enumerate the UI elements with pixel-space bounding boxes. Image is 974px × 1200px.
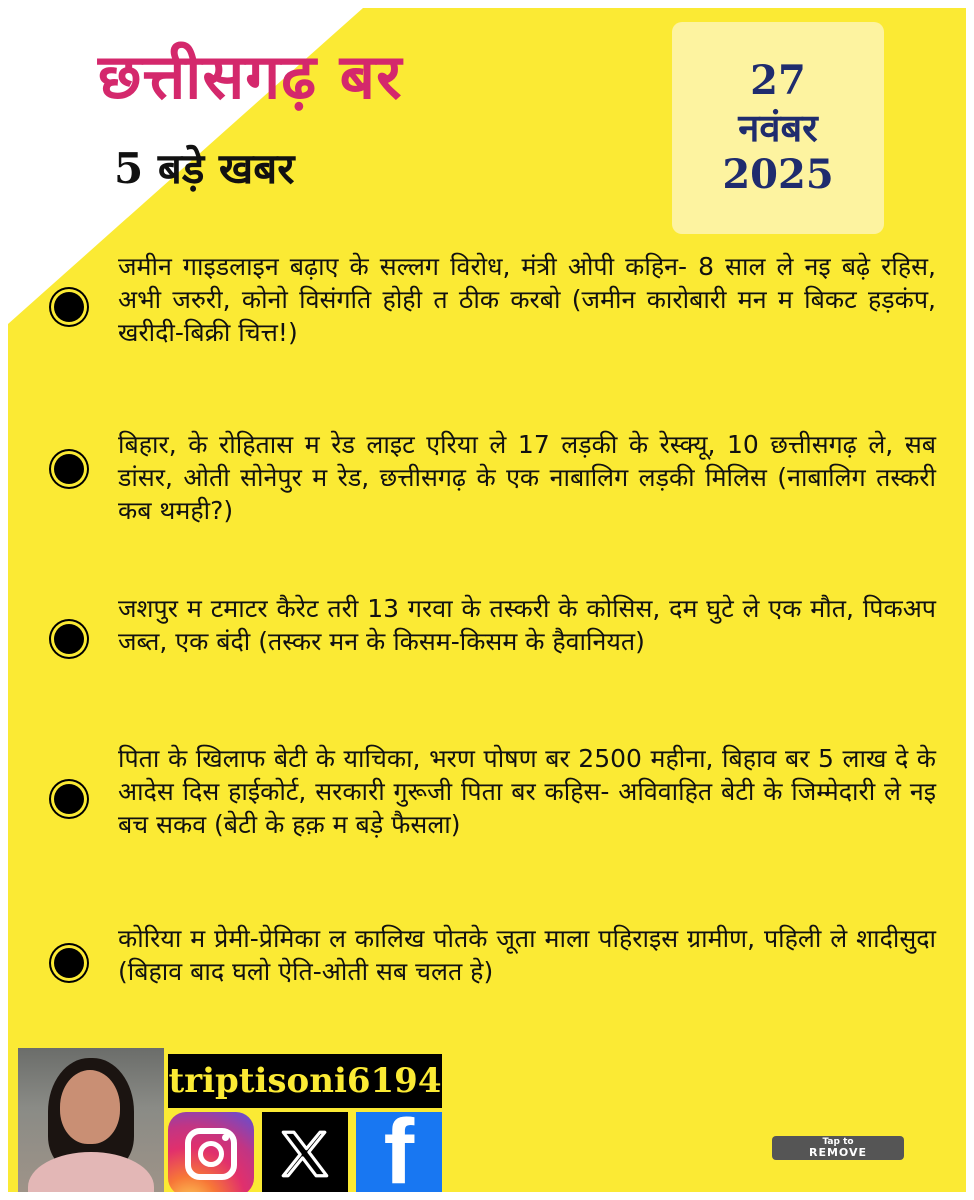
facebook-icon[interactable] <box>356 1112 442 1192</box>
social-handle[interactable]: triptisoni6194 <box>168 1054 442 1108</box>
news-list <box>8 8 966 1192</box>
bullet-icon <box>54 454 84 484</box>
photo-shoulders <box>28 1152 154 1192</box>
x-icon[interactable] <box>262 1112 348 1192</box>
date-year: 2025 <box>722 150 834 198</box>
photo-face <box>60 1070 120 1144</box>
news-text: जमीन गाइडलाइन बढ़ाए के सल्लग विरोध, मंत्री ओपी कहिन- 8 साल ले नइ बढ़े रहिस, अभी जरुरी, कोनो विसंगति होही त ठीक करबो (जमीन कारोबारी मन म बिकट हड़कंप, खरीदी-बिक्री चित्त!) <box>118 252 936 347</box>
instagram-icon[interactable] <box>168 1112 254 1192</box>
facebook-glyph: f <box>383 1112 415 1192</box>
news-text: बिहार, के रोहितास म रेड लाइट एरिया ले 17 लड़की के रेस्क्यू, 10 छत्तीसगढ़ ले, सब डांसर, ओती सोनेपुर म रेड, छत्तीसगढ़ के एक नाबालिग लड़की मिलिस (नाबालिग तस्करी कब थमही?) <box>118 430 936 525</box>
reporter-photo <box>18 1048 164 1192</box>
bullet-icon <box>54 948 84 978</box>
news-text: कोरिया म प्रेमी-प्रेमिका ल कालिख पोतके जूता माला पहिराइस ग्रामीण, पहिली ले शादीसुदा (बिहाव बाद घलो ऐति-ओती सब चलत हे) <box>118 924 936 986</box>
x-logo-glyph <box>276 1125 334 1183</box>
instagram-dot <box>222 1134 229 1141</box>
bullet-icon <box>54 624 84 654</box>
page-title: छत्तीसगढ़ बर <box>98 40 403 113</box>
news-text: पिता के खिलाफ बेटी के याचिका, भरण पोषण बर 2500 महीना, बिहाव बर 5 लाख दे के आदेस दिस हाईकोर्ट, सरकारी गुरूजी पिता बर कहिस- अविवाहित बेटी के जिम्मेदारी ले नइ बच सकव (बेटी के हक़ म बड़े फैसला) <box>118 744 936 839</box>
news-text: जशपुर म टमाटर कैरेट तरी 13 गरवा के तस्करी के कोसिस, दम घुटे ले एक मौत, पिकअप जब्त, एक बंदी (तस्कर मन के किसम-किसम के हैवानियत) <box>118 594 936 656</box>
bullet-icon <box>54 784 84 814</box>
date-day: 27 <box>750 57 806 105</box>
date-month: नवंबर <box>738 105 818 151</box>
instagram-lens <box>198 1141 224 1167</box>
page-subtitle: 5 बड़े खबर <box>114 144 295 193</box>
tap-to-remove-button[interactable] <box>772 1136 904 1160</box>
news-poster <box>8 8 966 1192</box>
tap-to-remove-line2: REMOVE <box>808 1146 867 1159</box>
tap-to-remove-line1: Tap to <box>822 1137 854 1147</box>
bullet-icon <box>54 292 84 322</box>
